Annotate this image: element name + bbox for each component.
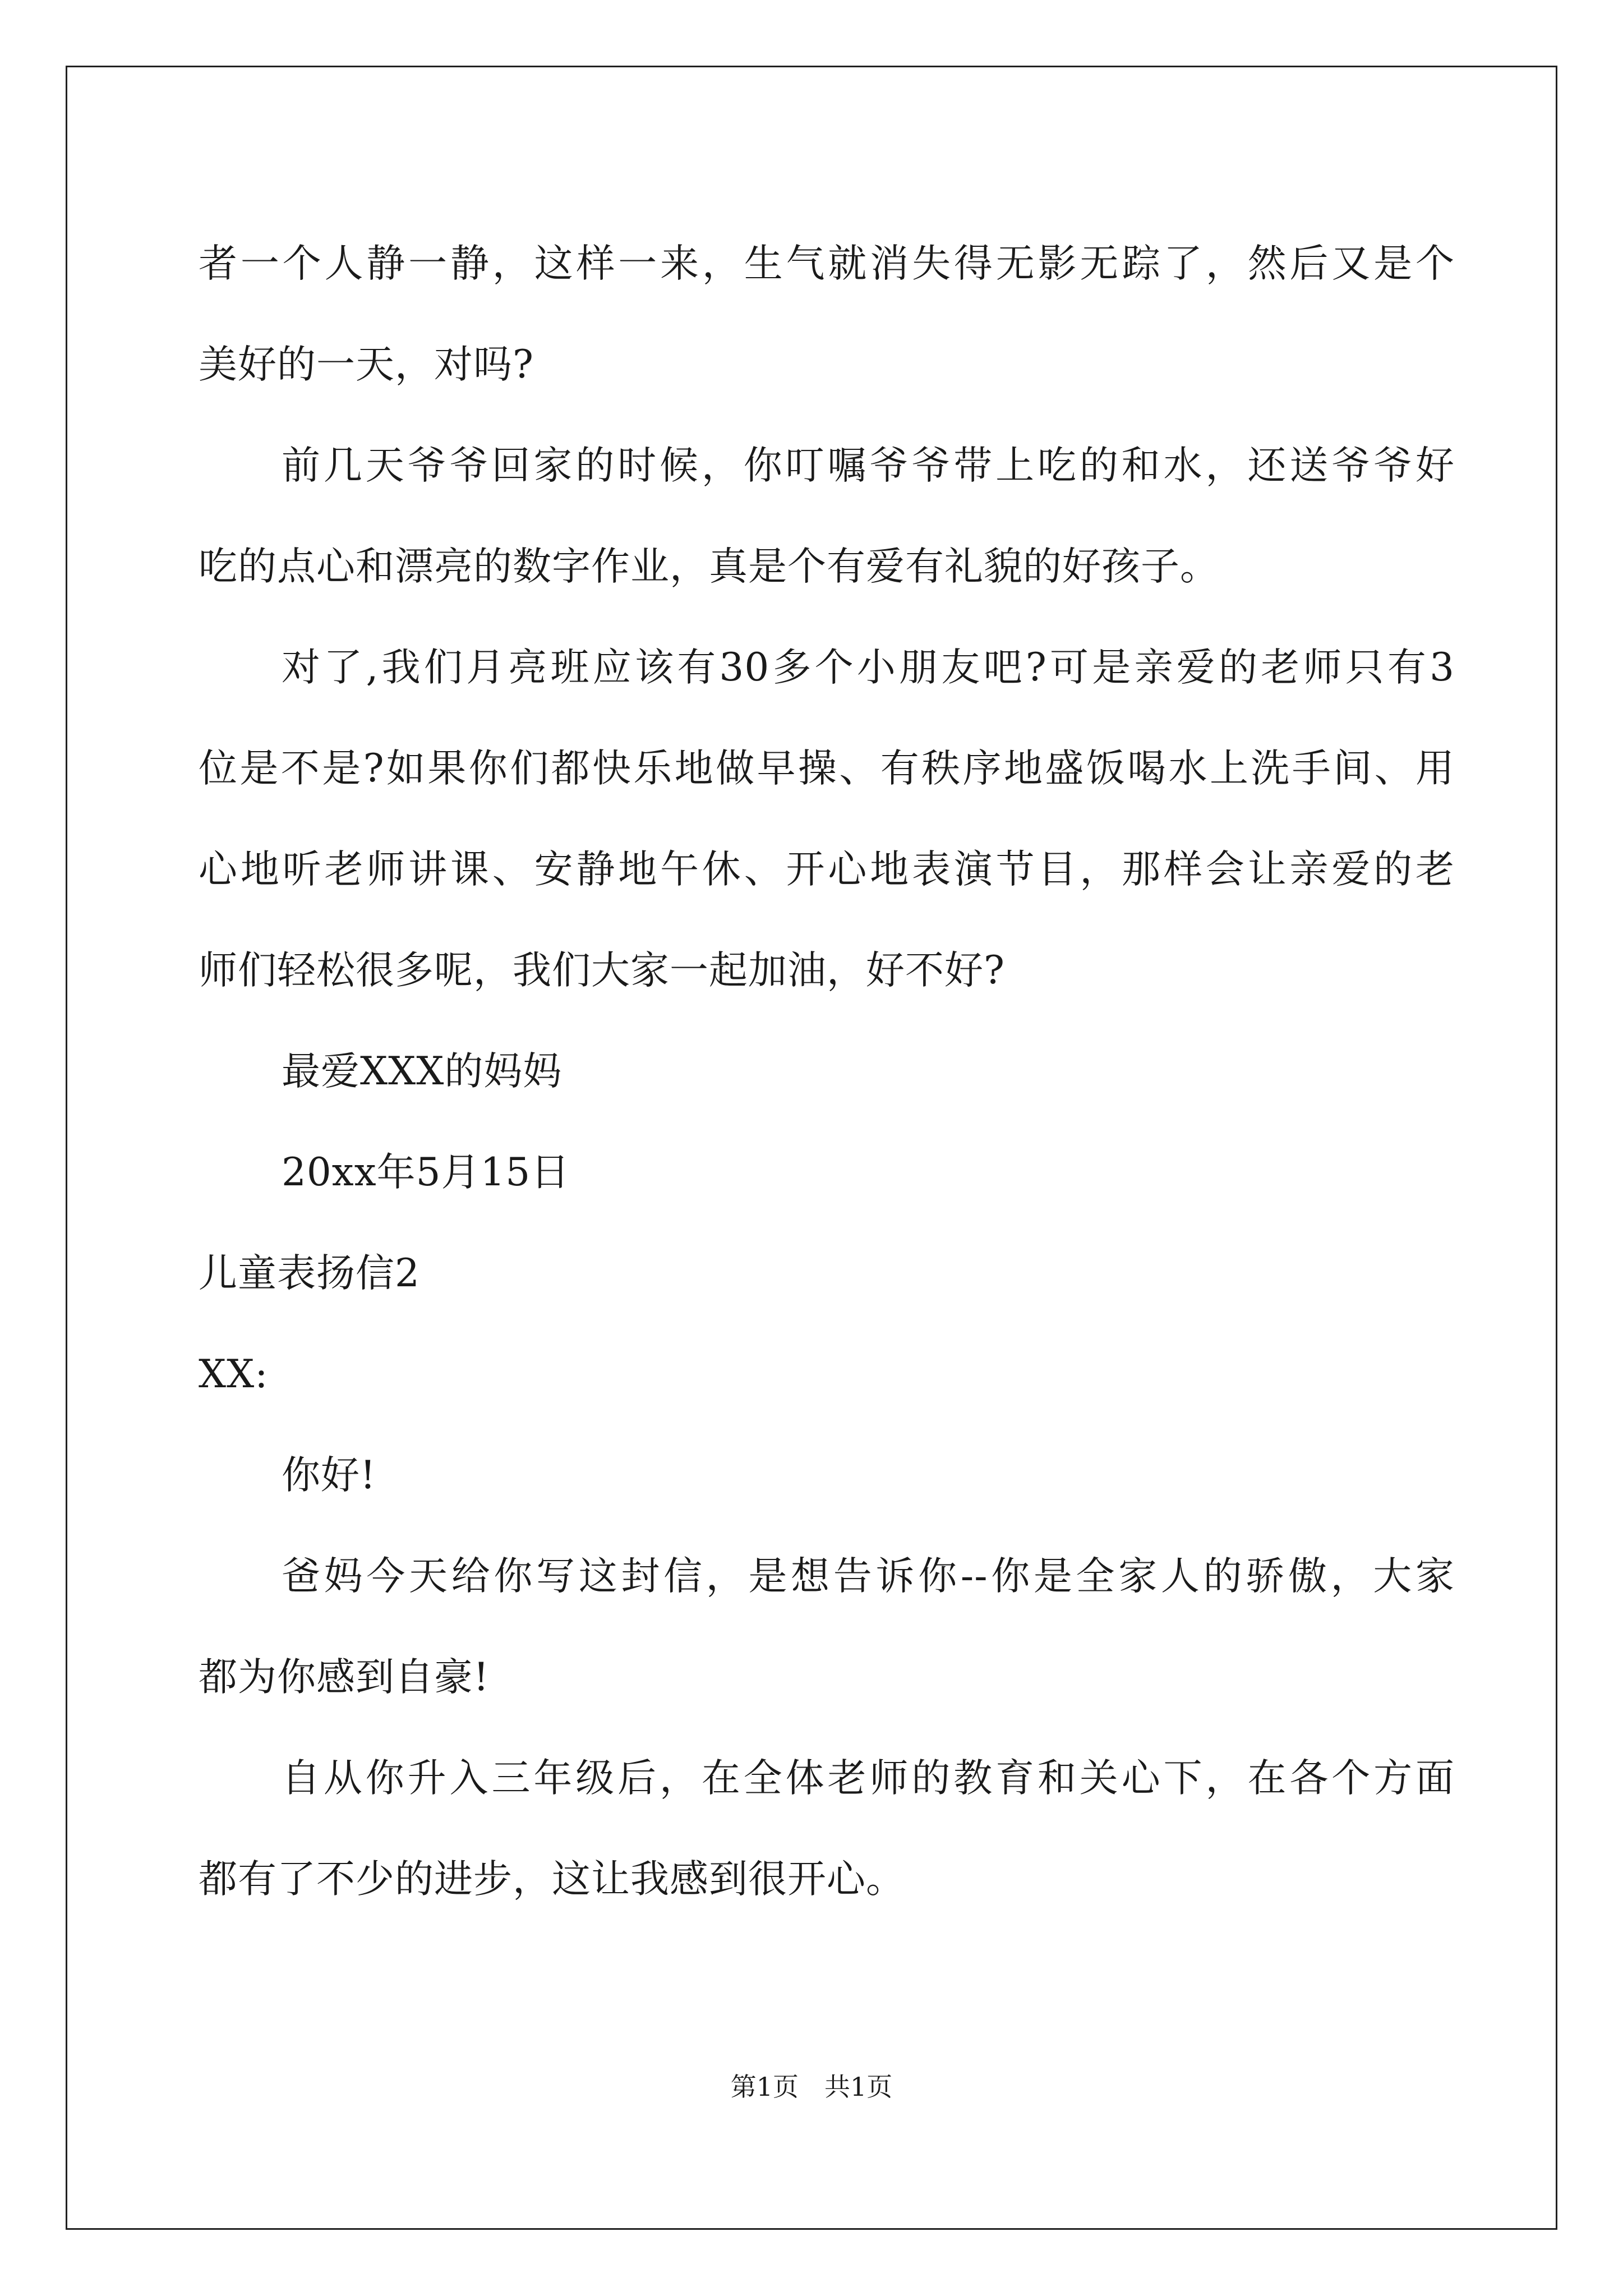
text-line: 者一个人静一静，这样一来，生气就消失得无影无踪了，然后又是个 xyxy=(199,241,1455,286)
signature-line: 最爱XXX的妈妈 xyxy=(282,1049,562,1094)
salutation: XX: xyxy=(199,1352,269,1397)
text-line: 位是不是?如果你们都快乐地做早操、有秩序地盛饭喝水上洗手间、用 xyxy=(199,746,1455,791)
text-line: 心地听老师讲课、安静地午休、开心地表演节目，那样会让亲爱的老 xyxy=(199,847,1455,892)
page-number-footer: 第1页 共1页 xyxy=(730,2072,893,2102)
document-body xyxy=(199,213,1455,1930)
paragraph-start-line: 自从你升入三年级后，在全体老师的教育和关心下，在各个方面 xyxy=(282,1756,1455,1801)
greeting: 你好! xyxy=(282,1453,376,1498)
text-line: 美好的一天，对吗? xyxy=(199,342,534,387)
text-line: 都为你感到自豪! xyxy=(199,1655,490,1700)
text-line: 师们轻松很多呢，我们大家一起加油，好不好? xyxy=(199,948,1005,993)
text-line: 都有了不少的进步，这让我感到很开心。 xyxy=(199,1857,905,1902)
text-line: 吃的点心和漂亮的数字作业，真是个有爱有礼貌的好孩子。 xyxy=(199,544,1219,589)
date-line: 20xx年5月15日 xyxy=(282,1150,570,1195)
paragraph-start-line: 爸妈今天给你写这封信，是想告诉你--你是全家人的骄傲，大家 xyxy=(282,1554,1455,1599)
section-heading: 儿童表扬信2 xyxy=(199,1251,420,1296)
paragraph-start-line: 前几天爷爷回家的时候，你叮嘱爷爷带上吃的和水，还送爷爷好 xyxy=(282,443,1455,488)
paragraph-start-line: 对了,我们月亮班应该有30多个小朋友吧?可是亲爱的老师只有3 xyxy=(282,645,1455,690)
